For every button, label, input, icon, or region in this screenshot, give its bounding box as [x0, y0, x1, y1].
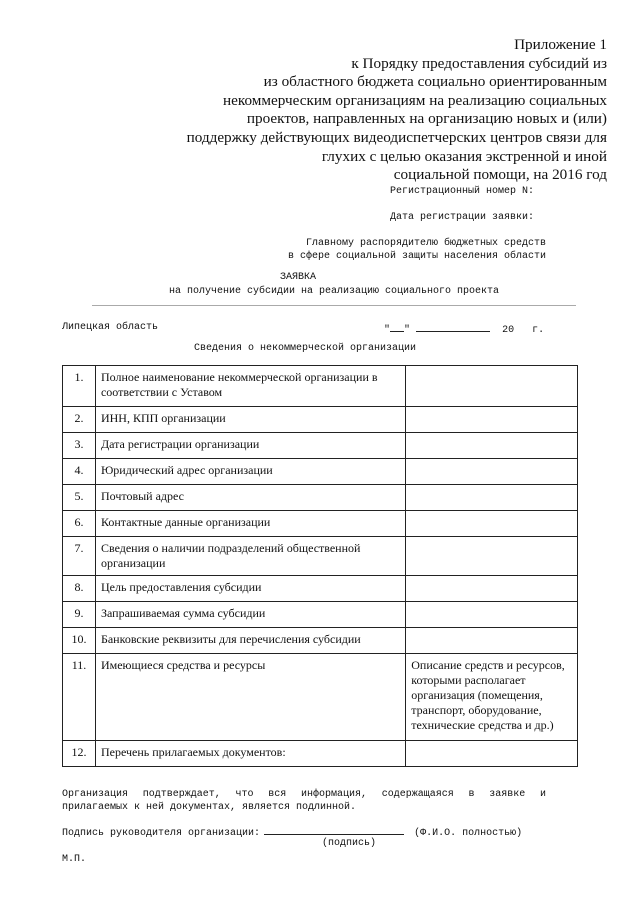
row-field-name: Имеющиеся средства и ресурсы	[95, 654, 405, 741]
table-row	[63, 576, 578, 602]
row-number: 4.	[63, 459, 96, 485]
row-number: 12.	[63, 741, 96, 767]
month-blank	[416, 322, 490, 332]
region-label: Липецкая область	[62, 322, 159, 333]
row-number: 2.	[63, 407, 96, 433]
appendix-line: некоммерческим организациям на реализацию социальных	[223, 91, 607, 109]
row-field-value[interactable]	[406, 433, 578, 459]
row-field-value[interactable]	[406, 741, 578, 767]
row-field-name: Перечень прилагаемых документов:	[95, 741, 405, 767]
row-field-value[interactable]	[406, 485, 578, 511]
row-field-name: ИНН, КПП организации	[95, 407, 405, 433]
divider	[92, 305, 576, 306]
row-field-name: Почтовый адрес	[95, 485, 405, 511]
application-subtitle: на получение субсидии на реализацию социального проекта	[168, 286, 500, 297]
confirmation-text	[62, 788, 546, 814]
row-number: 7.	[63, 537, 96, 576]
table-row	[63, 654, 578, 741]
appendix-line: поддержку действующих видеодиспетчерских центров связи для	[186, 128, 607, 146]
row-field-value[interactable]	[406, 459, 578, 485]
table-row	[63, 602, 578, 628]
row-field-value[interactable]	[406, 366, 578, 407]
registration-number-label: Регистрационный номер N:	[390, 186, 535, 197]
row-field-name: Запрашиваемая сумма субсидии	[95, 602, 405, 628]
signature-label: Подпись руководителя организации:	[62, 828, 261, 839]
row-field-value[interactable]	[406, 576, 578, 602]
table-row	[63, 511, 578, 537]
row-field-name: Банковские реквизиты для перечисления субсидии	[95, 628, 405, 654]
recipient-line-2: в сфере социальной защиты населения области	[287, 251, 546, 262]
recipient-line-1: Главному распорядителю бюджетных средств	[305, 238, 546, 249]
appendix-line: из областного бюджета социально ориентированным	[263, 73, 607, 91]
row-field-name: Контактные данные организации	[95, 511, 405, 537]
table-row	[63, 485, 578, 511]
quote-close: "	[404, 325, 411, 336]
appendix-line: проектов, направленных на организацию новых и (или)	[246, 110, 607, 128]
year-prefix: 20	[502, 325, 515, 336]
row-field-value[interactable]	[406, 537, 578, 576]
appendix-line: социальной помощи, на 2016 год	[393, 166, 607, 184]
row-field-value[interactable]	[406, 511, 578, 537]
date-line	[384, 322, 544, 336]
year-suffix: г.	[532, 325, 545, 336]
confirmation-line-2: прилагаемых к ней документах, является подлинной.	[62, 802, 357, 813]
row-field-name: Полное наименование некоммерческой организации в соответствии с Уставом	[95, 366, 405, 407]
appendix-line: Приложение 1	[514, 36, 607, 53]
row-number: 11.	[63, 654, 96, 741]
row-number: 6.	[63, 511, 96, 537]
appendix-line: глухих с целью оказания экстренной и иной	[321, 147, 607, 165]
row-number: 9.	[63, 602, 96, 628]
signature-caption: (подпись)	[322, 838, 377, 849]
row-number: 10.	[63, 628, 96, 654]
info-heading: Сведения о некоммерческой организации	[193, 343, 417, 354]
row-field-name: Юридический адрес организации	[95, 459, 405, 485]
signature-blank	[264, 825, 404, 835]
table-row	[63, 537, 578, 576]
row-field-name: Цель предоставления субсидии	[95, 576, 405, 602]
row-field-name: Сведения о наличии подразделений общественной организации	[95, 537, 405, 576]
stamp-place-label: М.П.	[62, 854, 87, 865]
day-blank	[390, 322, 404, 332]
row-field-value[interactable]: Описание средств и ресурсов, которыми располагает организация (помещения, транспорт, оборудование, технические средства и др.)	[406, 654, 578, 741]
row-number: 5.	[63, 485, 96, 511]
fio-label: (Ф.И.О. полностью)	[414, 828, 523, 839]
row-field-value[interactable]	[406, 407, 578, 433]
row-number: 3.	[63, 433, 96, 459]
table-row	[63, 433, 578, 459]
row-field-name: Дата регистрации организации	[95, 433, 405, 459]
table-row	[63, 741, 578, 767]
signature-line	[62, 825, 522, 839]
confirmation-line-1: Организация подтверждает, что вся информация, содержащаяся в заявке и	[62, 789, 546, 800]
appendix-line: к Порядку предоставления субсидий из	[351, 54, 607, 72]
row-number: 1.	[63, 366, 96, 407]
table-row	[63, 628, 578, 654]
table-row	[63, 407, 578, 433]
row-field-value[interactable]	[406, 602, 578, 628]
table-row	[63, 366, 578, 407]
quote-open: "	[384, 325, 391, 336]
registration-date-label: Дата регистрации заявки:	[390, 212, 535, 223]
table-row	[63, 459, 578, 485]
organization-info-table	[62, 365, 578, 767]
row-field-value[interactable]	[406, 628, 578, 654]
application-title: ЗАЯВКА	[280, 272, 317, 283]
row-number: 8.	[63, 576, 96, 602]
appendix-header	[137, 36, 607, 185]
